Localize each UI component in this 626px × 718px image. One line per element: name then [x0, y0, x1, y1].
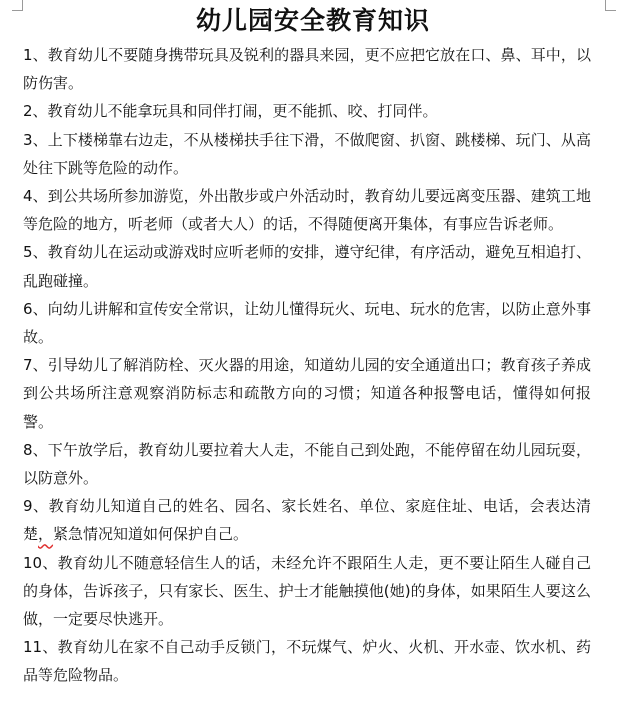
- proofing-mark: ，: [38, 525, 54, 544]
- list-item-8: 8、下午放学后，教育幼儿要拉着大人走，不能自己到处跑，不能停留在幼儿园玩耍，以防意外。: [23, 440, 591, 488]
- list-item-3: 3、上下楼梯靠右边走，不从楼梯扶手往下滑，不做爬窗、扒窗、跳楼梯、玩门、从高处往下跳等危险的动作。: [23, 130, 591, 177]
- document-body: [23, 41, 591, 690]
- list-item-9-continuation: 紧急情况知道如何保护自己。: [53, 525, 249, 544]
- list-item-5: 5、教育幼儿在运动或游戏时应听老师的安排，遵守纪律，有序活动，避免互相追打、乱跑碰撞。: [23, 243, 591, 290]
- list-item-1: 1、教育幼儿不要随身携带玩具及锐利的器具来园，更不应把它放在口、鼻、耳中，以防伤害。: [23, 46, 591, 93]
- list-item-11: 11、教育幼儿在家不自己动手反锁门，不玩煤气、炉火、火机、开水壶、饮水机、药品等危险物品。: [23, 638, 591, 685]
- list-item-2: 2、教育幼儿不能拿玩具和同伴打闹，更不能抓、咬、打同伴。: [23, 102, 438, 121]
- list-item-4: 4、到公共场所参加游览，外出散步或户外活动时，教育幼儿要远离变压器、建筑工地等危险的地方，听老师（或者大人）的话，不得随便离开集体，有事应告诉老师。: [23, 187, 591, 234]
- list-item-7: 7、引导幼儿了解消防栓、灭火器的用途，知道幼儿园的安全通道出口；教育孩子养成到公共场所注意观察消防标志和疏散方向的习惯；知道各种报警电话，懂得如何报警。: [23, 356, 591, 431]
- list-item-9: [23, 492, 591, 548]
- document-title: 幼儿园安全教育知识: [195, 6, 430, 35]
- list-item-10: 10、教育幼儿不随意轻信生人的话，未经允许不跟陌生人走，更不要让陌生人碰自己的身体，告诉孩子，只有家长、医生、护士才能触摸他(她)的身体，如果陌生人要这么做，一定要尽快逃开。: [23, 553, 591, 629]
- list-item-6: 6、向幼儿讲解和宣传安全常识，让幼儿懂得玩火、玩电、玩水的危害，以防止意外事故。: [23, 299, 591, 347]
- list-item-9-text: 9、教育幼儿知道自己的姓名、园名、家长姓名、单位、家庭住址、电话，会表达清楚，: [23, 497, 591, 544]
